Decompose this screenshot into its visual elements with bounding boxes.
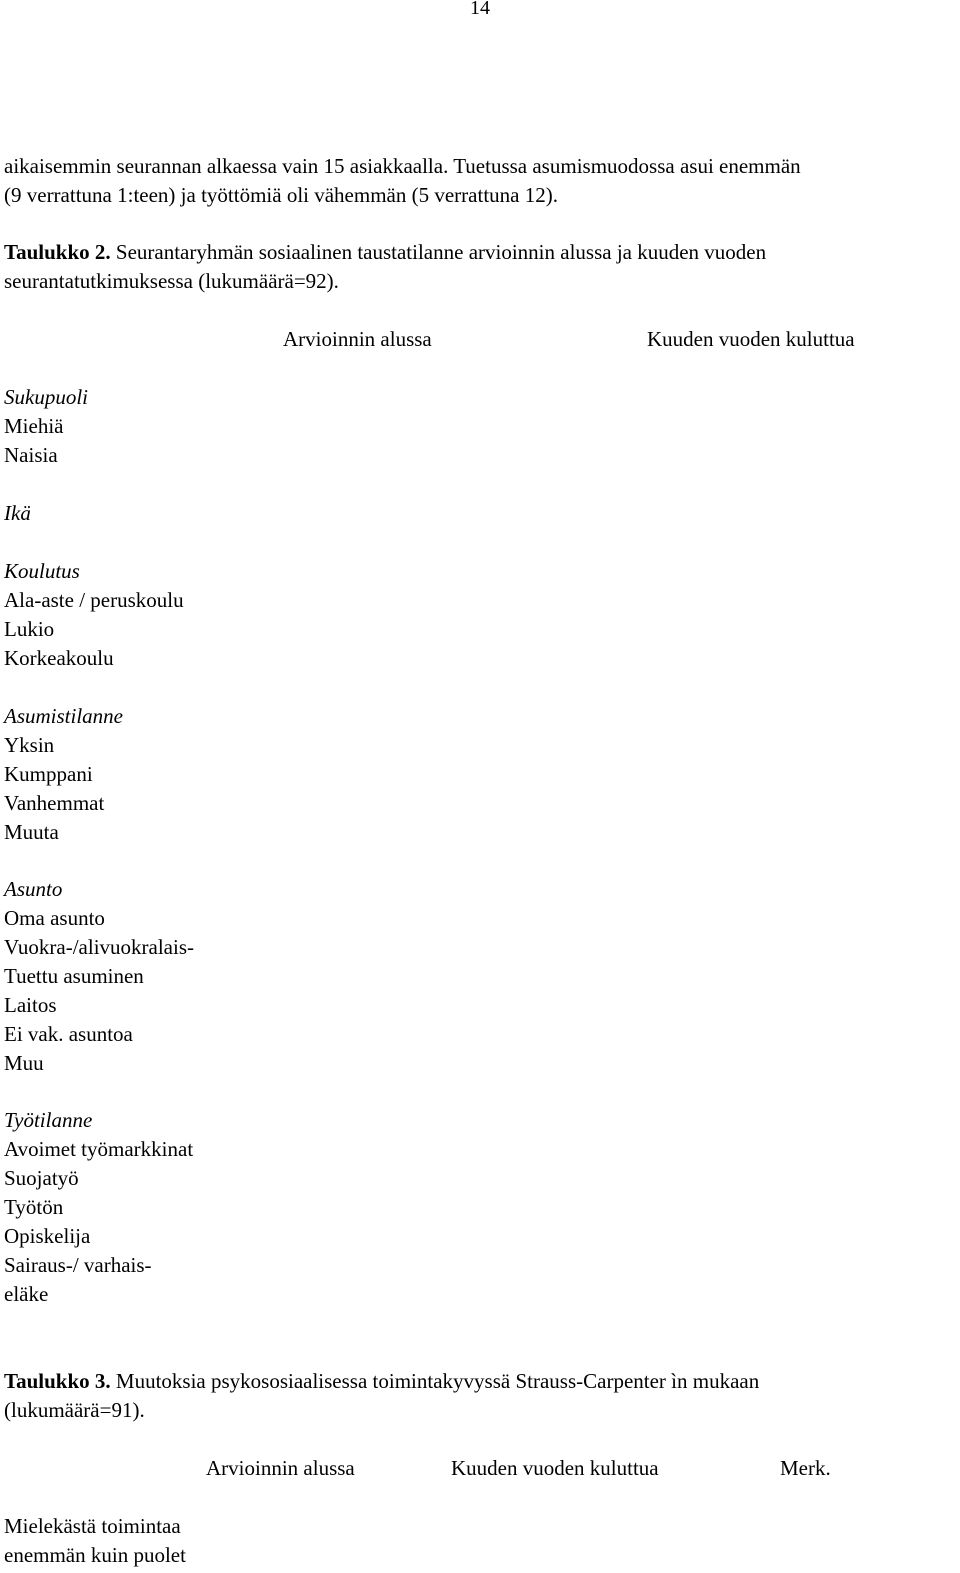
table3-caption-label: Taulukko 3.: [4, 1369, 111, 1393]
table3-col-header-six-years: Kuuden vuoden kuluttua: [451, 1456, 659, 1480]
table2-section-ika: [4, 499, 31, 528]
row-label: Laitos: [4, 993, 57, 1017]
row-label: Avoimet työmarkkinat: [4, 1137, 194, 1161]
row-label: Miehiä: [4, 414, 64, 438]
table3-caption-line-2: (lukumäärä=91).: [4, 1398, 145, 1422]
table3-row-label: Mielekästä toimintaa: [4, 1514, 181, 1538]
table3-caption-text: Muutoksia psykososiaalisessa toimintakyvyssä Strauss-Carpenter ìn mukaan: [110, 1369, 760, 1393]
table2-col-header-six-years: Kuuden vuoden kuluttua: [647, 327, 855, 351]
row-label: Muu: [4, 1051, 44, 1075]
section-title: Koulutus: [4, 559, 80, 583]
section-title: Työtilanne: [4, 1108, 93, 1132]
section-title: Asumistilanne: [4, 704, 123, 728]
table2-caption: [4, 238, 766, 267]
table3-col-header-start: Arvioinnin alussa: [206, 1456, 355, 1480]
row-label: Tuettu asuminen: [4, 964, 144, 988]
row-label: Ala-aste / peruskoulu: [4, 588, 184, 612]
table2-section-asunto: [4, 875, 194, 1078]
table2-caption-label: Taulukko 2.: [4, 240, 111, 264]
section-title: Ikä: [4, 501, 31, 525]
row-label: Ei vak. asuntoa: [4, 1022, 133, 1046]
row-label: Oma asunto: [4, 906, 105, 930]
table2-caption-text: Seurantaryhmän sosiaalinen taustatilanne arvioinnin alussa ja kuuden vuoden: [110, 240, 767, 264]
page-number: 14: [470, 0, 490, 19]
row-label: Vuokra-/alivuokralais-: [4, 935, 195, 959]
table3-caption: [4, 1367, 759, 1396]
section-title: Asunto: [4, 877, 63, 901]
row-label: Sairaus-/ varhais-: [4, 1253, 152, 1277]
row-label: eläke: [4, 1282, 49, 1306]
row-label: Naisia: [4, 443, 58, 467]
table2-section-tyotilanne: [4, 1106, 193, 1309]
table2-caption-line-2: seurantatutkimuksessa (lukumäärä=92).: [4, 269, 339, 293]
row-label: Opiskelija: [4, 1224, 91, 1248]
intro-line-2: (9 verrattuna 1:teen) ja työttömiä oli vähemmän (5 verrattuna 12).: [4, 183, 558, 207]
row-label: Lukio: [4, 617, 55, 641]
table3-col-header-merk: Merk.: [780, 1456, 831, 1480]
section-title: Sukupuoli: [4, 385, 88, 409]
table2-section-sukupuoli: [4, 383, 88, 470]
row-label: Suojatyö: [4, 1166, 79, 1190]
row-label: Kumppani: [4, 762, 93, 786]
row-label: Yksin: [4, 733, 55, 757]
row-label: Muuta: [4, 820, 59, 844]
table3-row-label-cont: enemmän kuin puolet: [4, 1543, 186, 1567]
table2-col-header-start: Arvioinnin alussa: [283, 327, 432, 351]
row-label: Korkeakoulu: [4, 646, 114, 670]
row-label: Vanhemmat: [4, 791, 105, 815]
row-label: Työtön: [4, 1195, 64, 1219]
table2-section-koulutus: [4, 557, 184, 673]
table2-section-asumistilanne: [4, 702, 123, 847]
intro-line-1: aikaisemmin seurannan alkaessa vain 15 asiakkaalla. Tuetussa asumismuodossa asui enemmän: [4, 154, 801, 178]
